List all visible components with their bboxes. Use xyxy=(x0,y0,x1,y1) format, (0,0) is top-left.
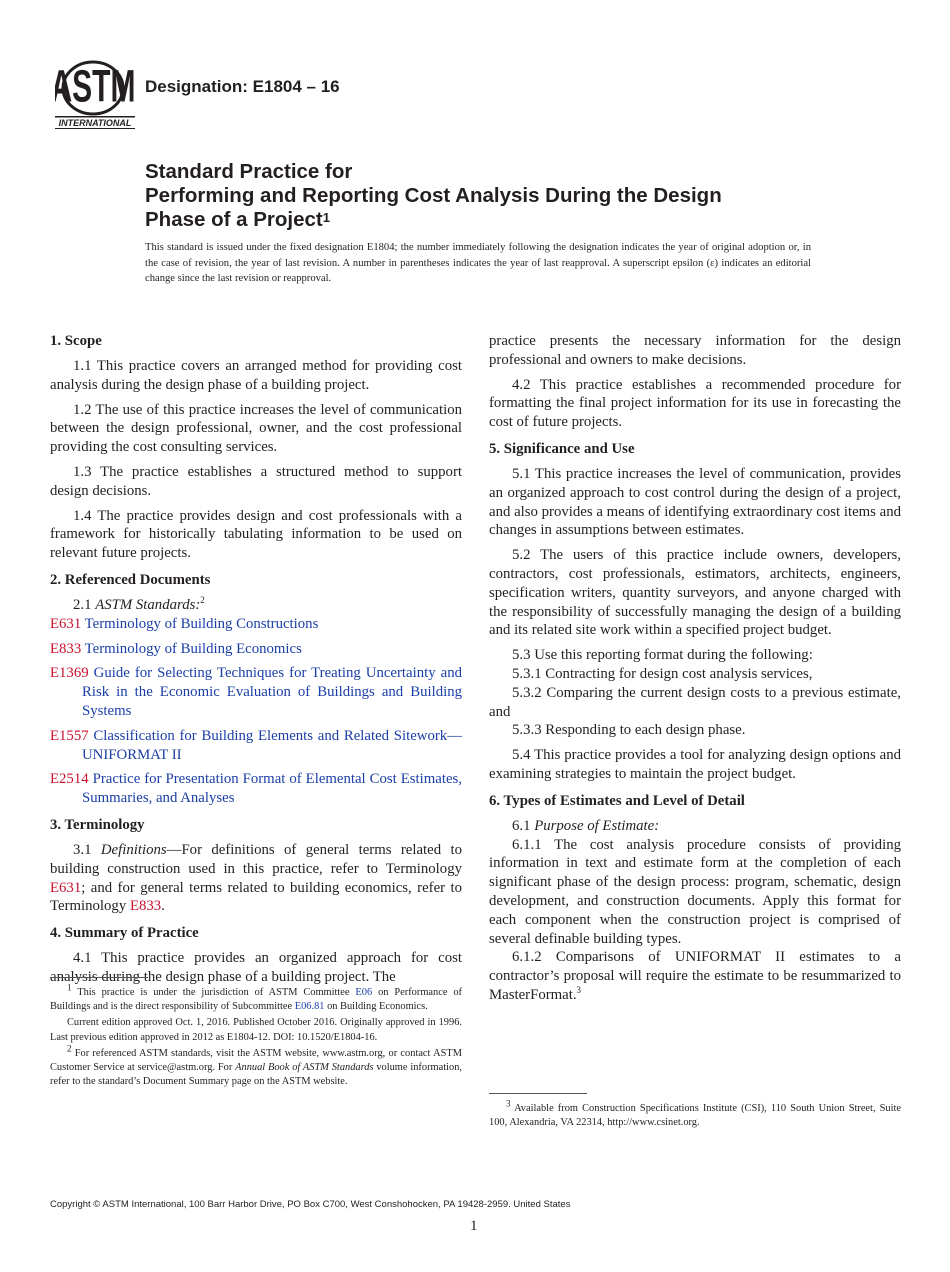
ref-e1369[interactable] xyxy=(50,664,462,720)
para-1-4: 1.4 The practice provides design and cost professionals with a framework for historically tabulating information to be used on relevant future projects. xyxy=(50,507,462,562)
section-2-heading: 2. Referenced Documents xyxy=(50,571,211,588)
svg-text:INTERNATIONAL: INTERNATIONAL xyxy=(58,118,132,128)
link-e833[interactable]: E833 xyxy=(129,898,162,915)
footnote-1 xyxy=(50,982,462,1014)
para-3-1-number: 3.1 xyxy=(73,841,101,858)
para-5-3-1: 5.3.1 Contracting for design cost analysis services, xyxy=(512,665,813,682)
link-e06[interactable]: E06 xyxy=(355,987,373,998)
footnote-2-mark: 2 xyxy=(67,1043,72,1054)
link-e06-81[interactable]: E06.81 xyxy=(294,1001,325,1013)
ref-title[interactable]: Classification for Building Elements and Related Sitework—UNIFORMAT II xyxy=(82,727,462,763)
document-title xyxy=(145,160,845,232)
para-6-1-number: 6.1 xyxy=(512,817,535,834)
ref-title[interactable]: Terminology of Building Economics xyxy=(84,640,302,657)
title-line-3: Phase of a Project xyxy=(145,208,323,231)
para-4-1-part2: practice presents the necessary information for the design professional and owners to make decisions. xyxy=(489,333,901,368)
footnote-divider xyxy=(489,1093,587,1094)
page-number: 1 xyxy=(470,1218,478,1234)
footnotes-left xyxy=(50,977,462,1091)
footnote-ref-2: 2 xyxy=(200,595,205,606)
footnotes-right xyxy=(489,1093,901,1132)
para-5-3-2: 5.3.2 Comparing the current design costs to a previous estimate, and xyxy=(489,684,901,720)
para-5-3-3: 5.3.3 Responding to each design phase. xyxy=(512,722,746,739)
para-3-1-text-c: . xyxy=(161,898,165,915)
section-3-heading: 3. Terminology xyxy=(50,816,145,833)
footnote-2-text-a: For referenced ASTM standards, visit the ASTM website, www.astm.org, or contact ASTM Customer Service at service@astm.org. For xyxy=(50,1047,462,1074)
para-3-1-text-a: —For definitions of general terms related to building construction used in this practice, refer to Terminology xyxy=(50,841,462,877)
footnote-1-text-a: This practice is under the jurisdiction of ASTM Committee xyxy=(77,987,356,998)
para-2-1-number: 2.1 xyxy=(73,596,96,613)
right-column xyxy=(489,332,901,1005)
para-1-1: 1.1 This practice covers an arranged method for providing cost analysis during the design phase of a building project. xyxy=(50,358,462,393)
para-6-1-1: 6.1.1 The cost analysis procedure consists of providing information in text and estimate form at the completion of each significant phase of the design process: program, schematic, design development, and construction documents. Apply this format for each component when the construction project is comprised of several definable building types. xyxy=(489,836,901,947)
title-line-2: Performing and Reporting Cost Analysis During the Design xyxy=(145,184,722,207)
para-2-1 xyxy=(50,596,462,615)
footnote-ref-3: 3 xyxy=(576,984,582,995)
footnote-1-text-b: on Performance of Buildings and is the direct responsibility of Subcommittee xyxy=(50,987,462,1013)
svg-text:ASTM: ASTM xyxy=(55,61,135,113)
para-4-1-part1: 4.1 This practice provides an organized approach for cost analysis during the design phase of a building project. The xyxy=(50,950,462,985)
footnote-3-mark: 3 xyxy=(506,1098,511,1109)
preamble: This standard is issued under the fixed designation E1804; the number immediately following the designation indicates the year of original adoption or, in the case of revision, the year of last revision. A number in parentheses indicates the year of last reapproval. A superscript epsilon (ε) indicates an editorial change since the last revision or reapproval. xyxy=(145,242,811,284)
para-1-3: 1.3 The practice establishes a structured method to support design decisions. xyxy=(50,463,462,499)
ref-title[interactable]: Guide for Selecting Techniques for Treating Uncertainty and Risk in the Economic Evaluation of Buildings and Building Systems xyxy=(82,665,462,719)
title-footnote-mark: 1 xyxy=(322,210,330,225)
ref-code[interactable]: E2514 xyxy=(50,771,89,788)
section-1-heading: 1. Scope xyxy=(50,333,102,349)
ref-code[interactable]: E833 xyxy=(50,640,82,657)
para-5-3: 5.3 Use this reporting format during the following: xyxy=(512,647,813,664)
astm-logo xyxy=(55,58,135,130)
ref-title[interactable]: Terminology of Building Constructions xyxy=(84,615,319,632)
footnote-2-text-b: volume information, refer to the standard’s Document Summary page on the ASTM website. xyxy=(50,1062,462,1088)
link-e631[interactable]: E631 xyxy=(50,879,82,896)
footnote-1-mark: 1 xyxy=(67,982,72,993)
ref-e1557[interactable] xyxy=(50,727,462,765)
para-6-1-2 xyxy=(489,948,901,1004)
ref-code[interactable]: E1557 xyxy=(50,727,89,744)
copyright: Copyright © ASTM International, 100 Barr Harbor Drive, PO Box C700, West Conshohocken, PA 19428-2959. United States xyxy=(50,1199,571,1210)
para-3-1-text-b: ; and for general terms related to building economics, refer to Terminology xyxy=(50,879,462,915)
designation: Designation: E1804 – 16 xyxy=(145,77,340,96)
para-5-4: 5.4 This practice provides a tool for analyzing design options and examining strategies to maintain the project budget. xyxy=(489,747,901,782)
astm-standards-label: ASTM Standards: xyxy=(95,596,201,613)
footnote-3 xyxy=(489,1098,902,1130)
para-6-1-2-text: 6.1.2 Comparisons of UNIFORMAT II estimates to a contractor’s proposal will require the estimate to be resummarized to MasterFormat. xyxy=(489,949,901,1003)
footnote-1-edition: Current edition approved Oct. 1, 2016. Published October 2016. Originally approved in 1996. Last previous edition approved in 2012 as E1804-12. DOI: 10.1520/E1804-16. xyxy=(50,1017,462,1043)
left-column xyxy=(50,332,462,993)
ref-code[interactable]: E1369 xyxy=(50,665,89,682)
para-6-1 xyxy=(489,817,901,836)
footnote-divider xyxy=(50,977,148,978)
definitions-label: Definitions xyxy=(100,841,167,858)
ref-e833[interactable] xyxy=(50,640,462,659)
title-line-1: Standard Practice for xyxy=(145,160,353,183)
ref-e2514[interactable] xyxy=(50,770,462,808)
para-5-2: 5.2 The users of this practice include owners, developers, contractors, cost professionals, estimators, architects, engineers, specification writers, quantity surveyors, and anyone charged with the responsibility of successfully managing the design of a building and its related site work within a specified project budget. xyxy=(489,547,901,639)
ref-e631[interactable] xyxy=(50,615,462,634)
purpose-label: Purpose of Estimate: xyxy=(534,817,660,834)
footnote-2 xyxy=(50,1043,462,1090)
para-1-2: 1.2 The use of this practice increases the level of communication between the design professional, owner, and the cost professional providing the cost consulting services. xyxy=(50,401,462,456)
para-5-1: 5.1 This practice increases the level of communication, provides an organized approach to cost control during the design of a project, and also provides a means of identifying extraordinary cost items and changes in assumptions between estimates. xyxy=(489,465,901,539)
section-4-heading: 4. Summary of Practice xyxy=(50,925,199,942)
ref-code[interactable]: E631 xyxy=(50,615,82,632)
para-4-2: 4.2 This practice establishes a recommended procedure for formatting the final project information for its use in forecasting the cost of future projects. xyxy=(489,376,901,431)
footnote-3-text: Available from Construction Specifications Institute (CSI), 110 South Union Street, Suite 100, Alexandria, VA 22314, http://www.csinet.org. xyxy=(489,1103,902,1129)
footnote-1-text-c: on Building Economics. xyxy=(324,1001,428,1013)
annual-book-title: Annual Book of ASTM Standards xyxy=(235,1062,374,1074)
section-5-heading: 5. Significance and Use xyxy=(489,440,635,457)
section-6-heading: 6. Types of Estimates and Level of Detail xyxy=(489,792,745,809)
ref-title[interactable]: Practice for Presentation Format of Elemental Cost Estimates, Summaries, and Analyses xyxy=(82,771,462,807)
para-3-1 xyxy=(50,841,462,916)
